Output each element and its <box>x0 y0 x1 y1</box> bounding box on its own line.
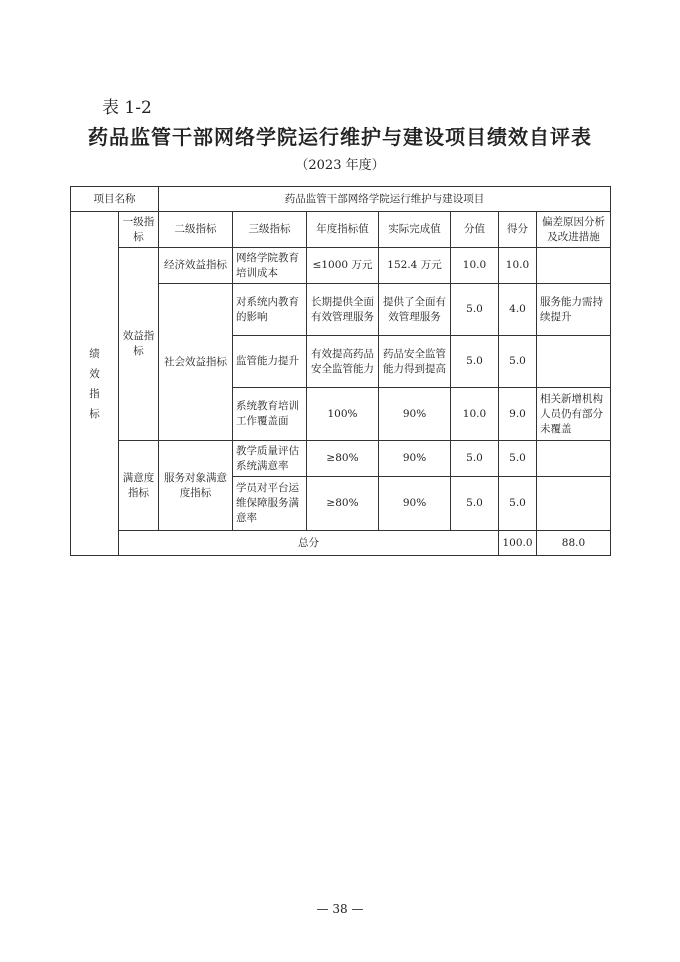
performance-indicator-label: 绩效指标 <box>71 212 119 556</box>
table-row <box>71 248 611 284</box>
cell-score: 9.0 <box>499 388 537 441</box>
year-subtitle: （2023 年度） <box>295 158 385 173</box>
cell-reason <box>537 441 611 477</box>
total-score: 88.0 <box>537 531 611 556</box>
total-label: 总分 <box>119 531 499 556</box>
subgroup-economic: 经济效益指标 <box>159 248 233 284</box>
cell-actual: 药品安全监管能力得到提高 <box>379 336 451 388</box>
header-reason: 偏差原因分析及改进措施 <box>537 212 611 248</box>
cell-actual: 152.4 万元 <box>379 248 451 284</box>
cell-score: 5.0 <box>499 441 537 477</box>
cell-weight: 5.0 <box>451 441 499 477</box>
header-target: 年度指标值 <box>307 212 379 248</box>
cell-target: 有效提高药品安全监管能力 <box>307 336 379 388</box>
cell-weight: 5.0 <box>451 284 499 336</box>
cell-target: 100% <box>307 388 379 441</box>
cell-score: 10.0 <box>499 248 537 284</box>
cell-level3: 监管能力提升 <box>233 336 307 388</box>
project-name-label: 项目名称 <box>71 187 159 212</box>
cell-actual: 90% <box>379 441 451 477</box>
cell-weight: 10.0 <box>451 248 499 284</box>
cell-weight: 5.0 <box>451 477 499 531</box>
total-weight: 100.0 <box>499 531 537 556</box>
cell-reason: 相关新增机构人员仍有部分未覆盖 <box>537 388 611 441</box>
cell-reason <box>537 336 611 388</box>
group-benefit: 效益指标 <box>119 248 159 441</box>
cell-score: 5.0 <box>499 336 537 388</box>
total-row <box>71 531 611 556</box>
cell-actual: 90% <box>379 388 451 441</box>
subgroup-social: 社会效益指标 <box>159 284 233 441</box>
header-score: 得分 <box>499 212 537 248</box>
cell-score: 4.0 <box>499 284 537 336</box>
performance-table <box>70 186 611 556</box>
cell-score: 5.0 <box>499 477 537 531</box>
header-weight: 分值 <box>451 212 499 248</box>
cell-weight: 10.0 <box>451 388 499 441</box>
header-level2: 二级指标 <box>159 212 233 248</box>
cell-target: ≤1000 万元 <box>307 248 379 284</box>
document-title: 药品监管干部网络学院运行维护与建设项目绩效自评表 <box>88 125 592 149</box>
group-satisfaction: 满意度指标 <box>119 441 159 531</box>
cell-level3: 系统教育培训工作覆盖面 <box>233 388 307 441</box>
cell-reason: 服务能力需持续提升 <box>537 284 611 336</box>
cell-reason <box>537 477 611 531</box>
cell-level3: 教学质量评估系统满意率 <box>233 441 307 477</box>
header-row <box>71 212 611 248</box>
header-actual: 实际完成值 <box>379 212 451 248</box>
cell-actual: 提供了全面有效管理服务 <box>379 284 451 336</box>
cell-weight: 5.0 <box>451 336 499 388</box>
cell-reason <box>537 248 611 284</box>
cell-level3: 学员对平台运维保障服务满意率 <box>233 477 307 531</box>
subgroup-service-satisfaction: 服务对象满意度指标 <box>159 441 233 531</box>
page-number: — 38 — <box>316 902 364 916</box>
cell-level3: 对系统内教育的影响 <box>233 284 307 336</box>
project-name-value: 药品监管干部网络学院运行维护与建设项目 <box>159 187 611 212</box>
header-level1: 一级指标 <box>119 212 159 248</box>
table-label: 表 1-2 <box>102 98 152 118</box>
cell-target: ≥80% <box>307 441 379 477</box>
cell-target: 长期提供全面有效管理服务 <box>307 284 379 336</box>
table-row <box>71 441 611 477</box>
header-level3: 三级指标 <box>233 212 307 248</box>
cell-target: ≥80% <box>307 477 379 531</box>
project-name-row <box>71 187 611 212</box>
cell-actual: 90% <box>379 477 451 531</box>
cell-level3: 网络学院教育培训成本 <box>233 248 307 284</box>
